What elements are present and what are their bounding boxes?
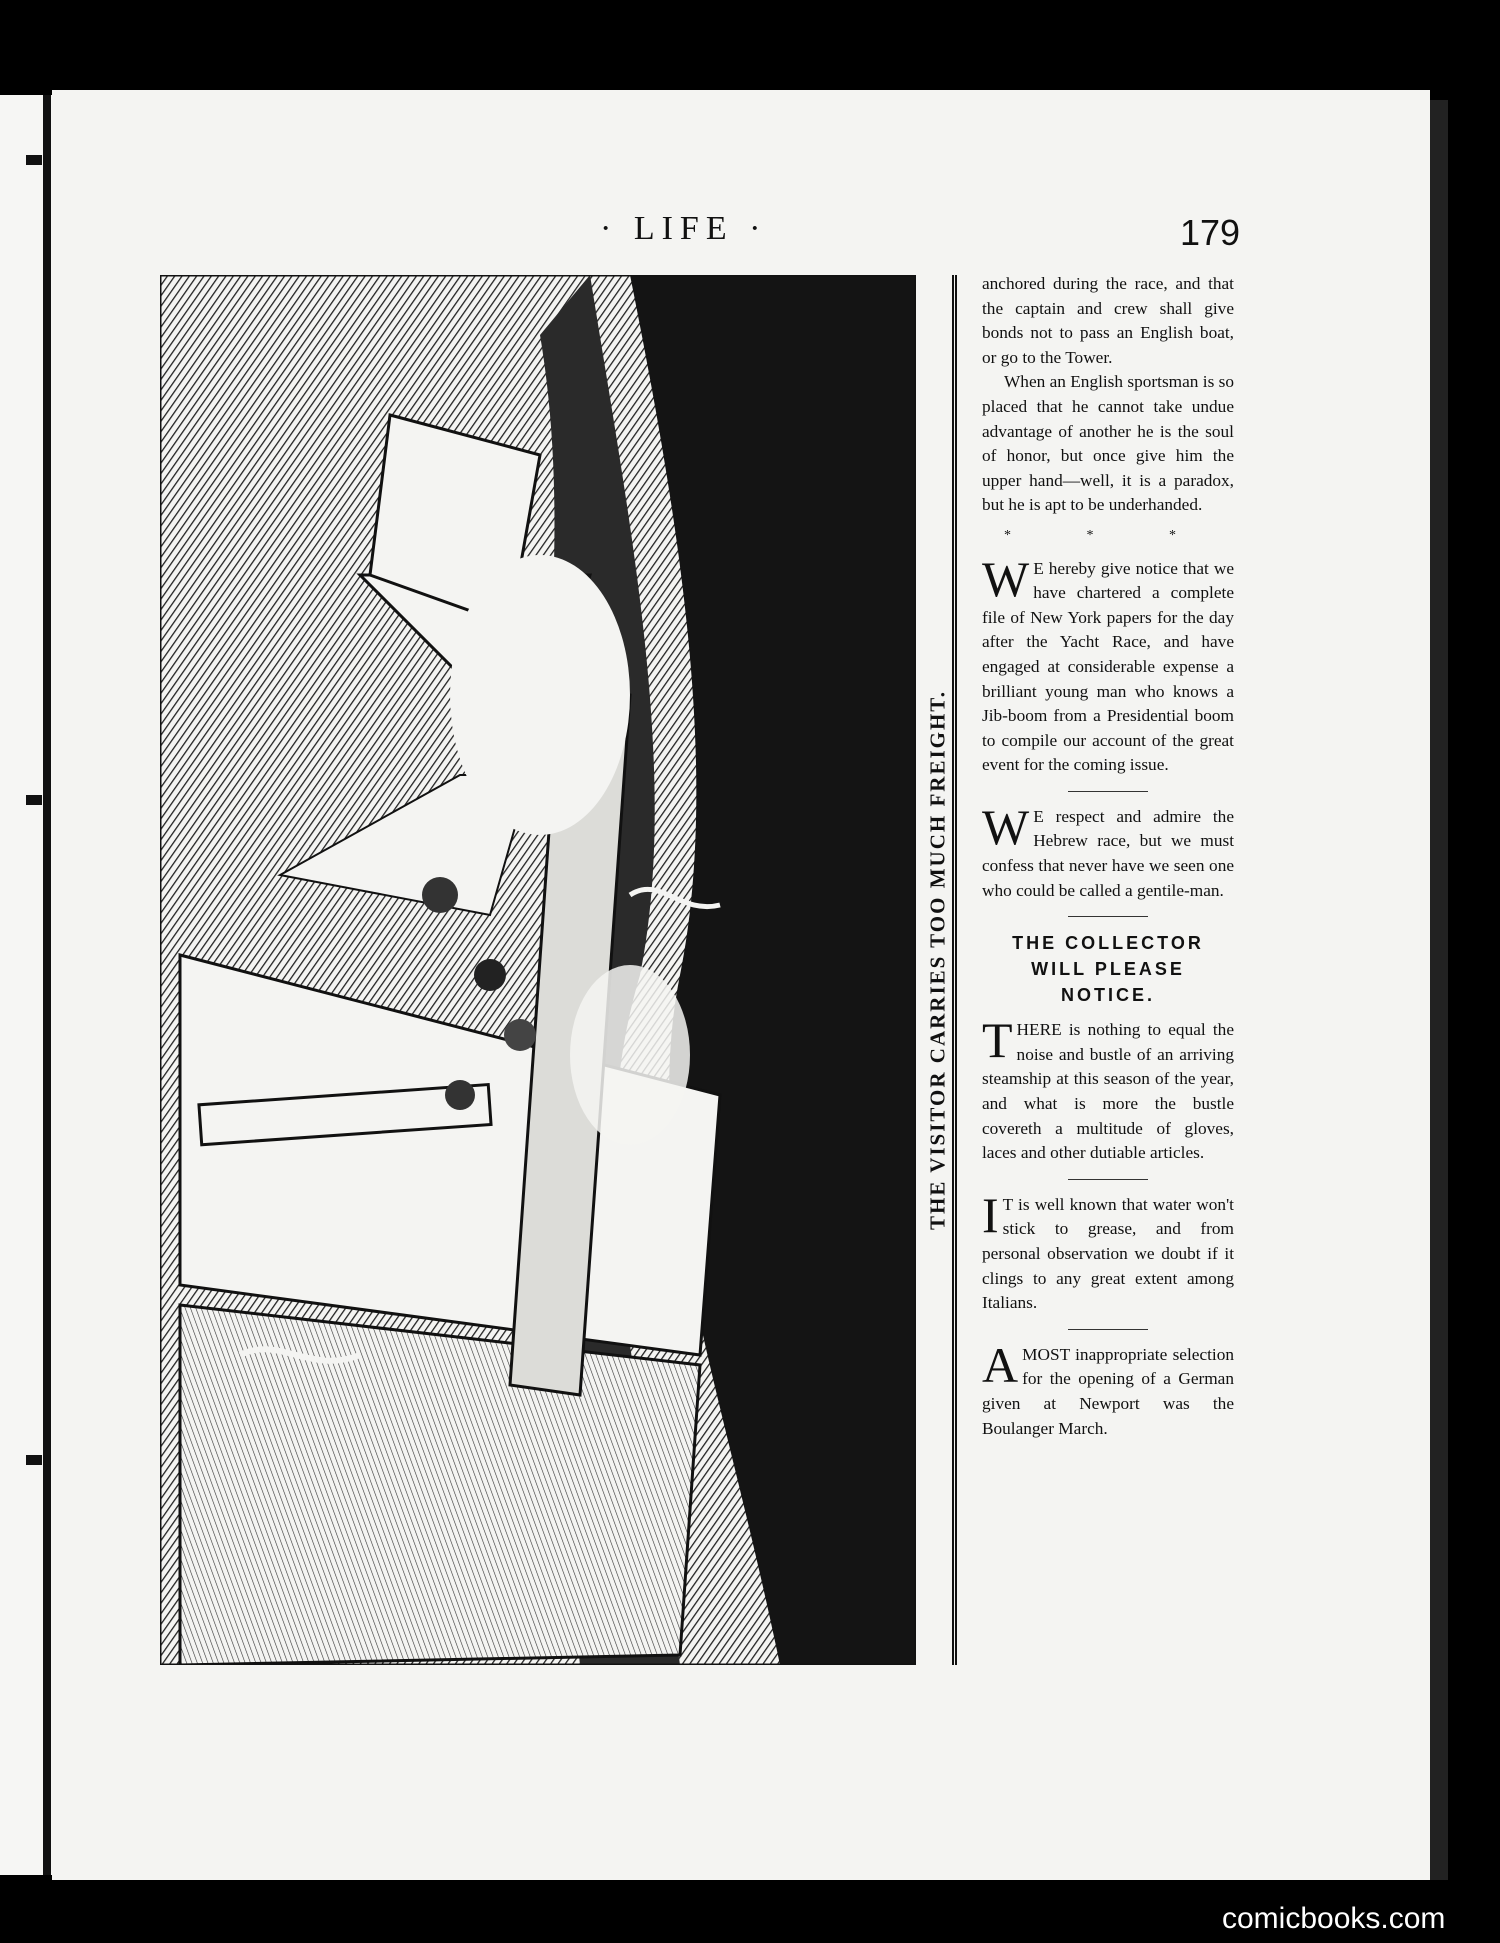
illustration-caption: THE VISITOR CARRIES TOO MUCH FREIGHT. [925, 690, 950, 1230]
caption-area [910, 660, 966, 1260]
paragraph-6: I T is well known that water won't stick to grease, and from personal observation we doubt if it clings to any great extent among Italians. [982, 1186, 1234, 1313]
paragraph-7: AMOST inappropriate selection for the opening of a German given at Newport was the Boulanger March. [982, 1336, 1234, 1438]
binding-mark [26, 155, 42, 165]
drop-cap: A [982, 1336, 1019, 1393]
text-column [982, 272, 1234, 1441]
drop-cap: W [982, 550, 1030, 607]
running-head: · LIFE · [600, 210, 768, 247]
paragraph-5: THERE is nothing to equal the noise and bustle of an arriving steamship at this season of the year, and what is more the bustle covereth a multitude of gloves, laces and other dutiable articles. [982, 1012, 1234, 1163]
yacht-illustration [160, 275, 916, 1665]
column-divider [952, 275, 957, 1665]
binding-mark [26, 1455, 42, 1465]
paragraph-1: anchored during the race, and that the captain and crew shall give bonds not to pass an English boat, or go to the Tower. [982, 274, 1234, 367]
binding-rule [43, 95, 51, 1875]
site-watermark: comicbooks.com [1222, 1902, 1446, 1935]
paragraph-3: W E hereby give notice that we have chartered a complete file of New York papers for the day after the Yacht Race, and have engaged at considerable expense a brilliant young man who knows a Jib-boom from a Presidential boom to compile our account of the great event for the coming issue. [982, 550, 1234, 775]
paragraph-4: W E respect and admire the Hebrew race, but we must confess that never have we seen one who could be called a gentile-man. [982, 798, 1234, 900]
binding-mark [26, 795, 42, 805]
drop-cap: I [982, 1186, 999, 1243]
drop-cap: T [982, 1012, 1013, 1069]
page-number: 179 [1180, 212, 1241, 253]
section-stars: * * * [1004, 527, 1212, 543]
separator-rule [1068, 791, 1148, 792]
drop-cap: W [982, 798, 1030, 855]
separator-rule [1068, 916, 1148, 917]
right-page-edge [1430, 100, 1448, 1880]
section-headline: THE COLLECTOR WILL PLEASE NOTICE. [1012, 933, 1204, 1006]
separator-rule [1068, 1179, 1148, 1180]
left-page-edge [0, 95, 52, 1875]
separator-rule [1068, 1329, 1148, 1330]
paragraph-2: When an English sportsman is so placed that he cannot take undue advantage of another he is the soul of honor, but once give him the upper hand—well, it is a paradox, but he is apt to be underhanded. [982, 372, 1234, 515]
